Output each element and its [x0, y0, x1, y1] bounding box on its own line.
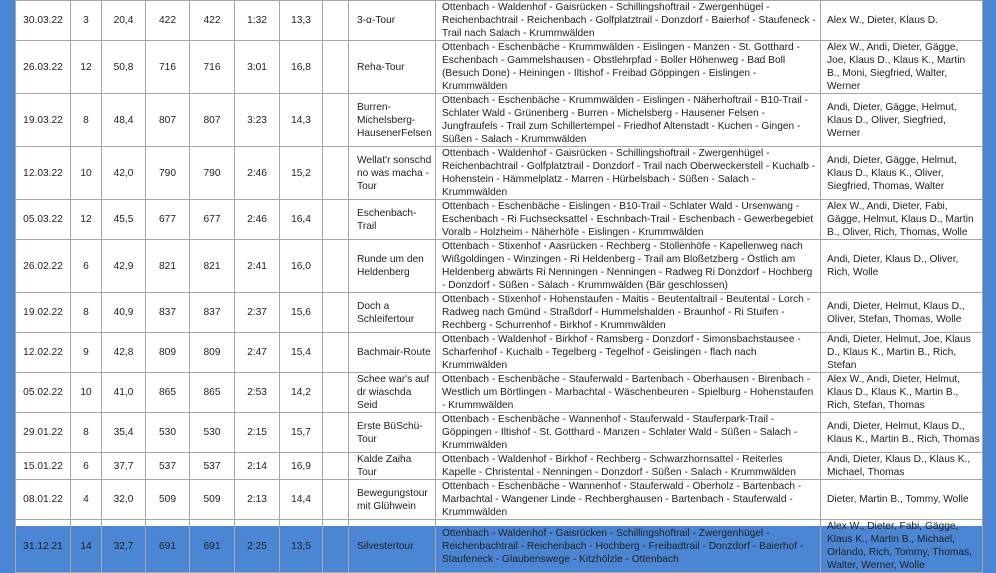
- duration-cell[interactable]: 2:46: [235, 147, 280, 200]
- empty-cell[interactable]: [323, 94, 349, 147]
- duration-cell[interactable]: 2:53: [235, 373, 280, 413]
- riders-cell[interactable]: 3: [71, 1, 102, 41]
- tour-name-cell[interactable]: Kalde Zaiha Tour: [349, 453, 436, 480]
- empty-cell[interactable]: [323, 480, 349, 520]
- date-cell[interactable]: 05.03.22: [16, 200, 71, 240]
- date-cell[interactable]: 26.02.22: [16, 240, 71, 293]
- riders-cell[interactable]: 10: [71, 373, 102, 413]
- tour-name-cell[interactable]: 3-α-Tour: [349, 1, 436, 41]
- duration-cell[interactable]: 2:46: [235, 200, 280, 240]
- speed-cell[interactable]: 14,3: [280, 94, 323, 147]
- route-cell[interactable]: Ottenbach - Waldenhof - Gaisrücken - Schillingshoftrail - Zwergenhügel - Reichenbachtrail - Reichenbach - Golfplatztrail - Donzdorf - Baierhof - Staufeneck - Trail nach Salach - Krummwälden: [436, 1, 821, 41]
- speed-cell[interactable]: 16,8: [280, 41, 323, 94]
- date-cell[interactable]: 30.03.22: [16, 1, 71, 41]
- date-cell[interactable]: 19.03.22: [16, 94, 71, 147]
- duration-cell[interactable]: 3:23: [235, 94, 280, 147]
- empty-cell[interactable]: [323, 240, 349, 293]
- riders-cell[interactable]: 8: [71, 94, 102, 147]
- elevation-down-cell[interactable]: 677: [190, 200, 235, 240]
- duration-cell[interactable]: 2:15: [235, 413, 280, 453]
- elevation-up-cell[interactable]: 809: [146, 333, 190, 373]
- duration-cell[interactable]: 2:37: [235, 293, 280, 333]
- tour-name-cell[interactable]: Bewegungstour mit Glühwein: [349, 480, 436, 520]
- participants-cell[interactable]: Andi, Dieter, Klaus D., Oliver, Rich, Wolle: [821, 240, 983, 293]
- elevation-down-cell[interactable]: 809: [190, 333, 235, 373]
- distance-cell[interactable]: 42,9: [102, 240, 146, 293]
- speed-cell[interactable]: 15,7: [280, 413, 323, 453]
- tour-name-cell[interactable]: Reha-Tour: [349, 41, 436, 94]
- left-frame-border: [0, 0, 15, 526]
- table-row: [16, 41, 983, 94]
- route-cell[interactable]: Ottenbach - Waldenhof - Birkhof - Ramsberg - Donzdorf - Simonsbachstausee - Scharfenhof - Kuchalb - Tegelberg - Tegelhof - Geislingen - flach nach Krummwälden: [436, 333, 821, 373]
- elevation-down-cell[interactable]: 537: [190, 453, 235, 480]
- speed-cell[interactable]: 13,3: [280, 1, 323, 41]
- tour-name-cell[interactable]: Burren-Michelsberg-HausenerFelsen: [349, 94, 436, 147]
- elevation-up-cell[interactable]: 537: [146, 453, 190, 480]
- duration-cell[interactable]: 1:32: [235, 1, 280, 41]
- distance-cell[interactable]: 41,0: [102, 373, 146, 413]
- distance-cell[interactable]: 50,8: [102, 41, 146, 94]
- tour-name-cell[interactable]: Schee war's auf dr wiaschda Seid: [349, 373, 436, 413]
- elevation-down-cell[interactable]: 821: [190, 240, 235, 293]
- elevation-up-cell[interactable]: 807: [146, 94, 190, 147]
- elevation-up-cell[interactable]: 509: [146, 480, 190, 520]
- distance-cell[interactable]: 37,7: [102, 453, 146, 480]
- elevation-down-cell[interactable]: 716: [190, 41, 235, 94]
- table-row: [16, 200, 983, 240]
- right-frame-border: [983, 0, 996, 526]
- elevation-up-cell[interactable]: 865: [146, 373, 190, 413]
- elevation-down-cell[interactable]: 807: [190, 94, 235, 147]
- duration-cell[interactable]: 2:13: [235, 480, 280, 520]
- speed-cell[interactable]: 16,9: [280, 453, 323, 480]
- date-cell[interactable]: 05.02.22: [16, 373, 71, 413]
- empty-cell[interactable]: [323, 1, 349, 41]
- duration-cell[interactable]: 2:14: [235, 453, 280, 480]
- empty-cell[interactable]: [323, 41, 349, 94]
- distance-cell[interactable]: 20,4: [102, 1, 146, 41]
- tour-name-cell[interactable]: Doch a Schleifertour: [349, 293, 436, 333]
- speed-cell[interactable]: 15,4: [280, 333, 323, 373]
- tour-name-cell[interactable]: Bachmair-Route: [349, 333, 436, 373]
- participants-cell[interactable]: Andi, Dieter, Helmut, Klaus D., Klaus K., Martin B., Rich, Thomas: [821, 413, 983, 453]
- speed-cell[interactable]: 16,0: [280, 240, 323, 293]
- route-cell[interactable]: Ottenbach - Stixenhof - Hohenstaufen - Maitis - Beutentaltrail - Beutental - Lorch - Radweg nach Gmünd - Straßdorf - Hummelshalden - Braunhof - Ri Stuifen - Rechberg - Schurrenhof - Birkhof - Krummwälden: [436, 293, 821, 333]
- spreadsheet-sheet: [15, 0, 983, 571]
- route-cell[interactable]: Ottenbach - Eschenbäche - Krummwälden - Eislingen - Näherhoftrail - B10-Trail - Schlater Wald - Grünenberg - Burren - Michelsberg - Hausener Felsen - Jungfraufels - Trail zum Schillertempel - Friedhof Altenstadt - Kuchen - Gingen - Süßen - Salach - Krummwälden: [436, 94, 821, 147]
- speed-cell[interactable]: 13,5: [280, 520, 323, 573]
- date-cell[interactable]: 26.03.22: [16, 41, 71, 94]
- participants-cell[interactable]: Alex W., Andi, Dieter, Helmut, Klaus D., Klaus K., Martin B., Rich, Stefan, Thomas: [821, 373, 983, 413]
- table-body: [16, 1, 983, 573]
- tour-name-cell[interactable]: Eschenbach-Trail: [349, 200, 436, 240]
- elevation-down-cell[interactable]: 422: [190, 1, 235, 41]
- date-cell[interactable]: 08.01.22: [16, 480, 71, 520]
- speed-cell[interactable]: 16,4: [280, 200, 323, 240]
- tour-name-cell[interactable]: Erste BüSchü-Tour: [349, 413, 436, 453]
- date-cell[interactable]: 19.02.22: [16, 293, 71, 333]
- empty-cell[interactable]: [323, 147, 349, 200]
- distance-cell[interactable]: 42,0: [102, 147, 146, 200]
- route-cell[interactable]: Ottenbach - Eschenbäche - Stauferwald - Bartenbach - Oberhausen - Birenbach - Westlich um Börtlingen - Marbachtal - Wäschenbeuren - Spielburg - Hohenstaufen - Krummwälden: [436, 373, 821, 413]
- elevation-down-cell[interactable]: 509: [190, 480, 235, 520]
- route-cell[interactable]: Ottenbach - Waldenhof - Gaisrücken - Schillingshoftrail - Zwergenhügel - Reichenbachtrail - Golfplatztrail - Donzdorf - Trail nach Oberweckerstell - Kuchalb - Hohenstein - Hämmelplatz - Marren - Hürbelsbach - Süßen - Salach - Krummwälden: [436, 147, 821, 200]
- riders-cell[interactable]: 4: [71, 480, 102, 520]
- riders-cell[interactable]: 14: [71, 520, 102, 573]
- riders-cell[interactable]: 12: [71, 200, 102, 240]
- elevation-down-cell[interactable]: 837: [190, 293, 235, 333]
- date-cell[interactable]: 15.01.22: [16, 453, 71, 480]
- distance-cell[interactable]: 35,4: [102, 413, 146, 453]
- route-cell[interactable]: Ottenbach - Eschenbäche - Krummwälden - Eislingen - Manzen - St. Gotthard - Eschenbach - Gammelshausen - Obstlehrpfad - Boller Höhenweg - Bad Boll (Besuch Done) - Heiningen - Iltishof - Freibad Göppingen - Eislingen - Krummwälden: [436, 41, 821, 94]
- speed-cell[interactable]: 15,6: [280, 293, 323, 333]
- table-row: [16, 147, 983, 200]
- elevation-up-cell[interactable]: 821: [146, 240, 190, 293]
- empty-cell[interactable]: [323, 333, 349, 373]
- distance-cell[interactable]: 45,5: [102, 200, 146, 240]
- speed-cell[interactable]: 15,2: [280, 147, 323, 200]
- elevation-up-cell[interactable]: 691: [146, 520, 190, 573]
- participants-cell[interactable]: Alex W., Andi, Dieter, Fabi, Gägge, Helmut, Klaus D., Martin B., Oliver, Rich, Thomas, Wolle: [821, 200, 983, 240]
- distance-cell[interactable]: 32,7: [102, 520, 146, 573]
- date-cell[interactable]: 12.02.22: [16, 333, 71, 373]
- tour-name-cell[interactable]: Silvestertour: [349, 520, 436, 573]
- participants-cell[interactable]: Andi, Dieter, Helmut, Joe, Klaus D., Klaus K., Martin B., Rich, Stefan: [821, 333, 983, 373]
- elevation-up-cell[interactable]: 422: [146, 1, 190, 41]
- table-row: [16, 293, 983, 333]
- riders-cell[interactable]: 6: [71, 453, 102, 480]
- empty-cell[interactable]: [323, 413, 349, 453]
- empty-cell[interactable]: [323, 293, 349, 333]
- riders-cell[interactable]: 12: [71, 41, 102, 94]
- route-cell[interactable]: Ottenbach - Stixenhof - Aasrücken - Rechberg - Stollenhöfe - Kapellenweg nach Wißgoldingen - Winzingen - Ri Heldenberg - Trail am Bloßetzberg - Östlich am Heldenberg abwärts Ri Nenningen - Nenningen - Radweg Ri Donzdorf - Hochberg - Donzdorf - Süßen - Salach - Krummwälden (Bär geschlossen): [436, 240, 821, 293]
- table-row: [16, 373, 983, 413]
- route-cell[interactable]: Ottenbach - Eschenbäche - Wannenhof - Stauferwald - Stauferpark-Trail - Göppingen - Iltishof - St. Gotthard - Manzen - Schlater Wald - Süßen - Salach - Krummwälden: [436, 413, 821, 453]
- empty-cell[interactable]: [323, 453, 349, 480]
- table-row: [16, 94, 983, 147]
- participants-cell[interactable]: Alex W., Andi, Dieter, Gägge, Joe, Klaus D., Klaus K., Martin B., Moni, Siegfried, Walter, Werner: [821, 41, 983, 94]
- empty-cell[interactable]: [323, 200, 349, 240]
- riders-cell[interactable]: 6: [71, 240, 102, 293]
- table-row: [16, 333, 983, 373]
- participants-cell[interactable]: Dieter, Martin B., Tommy, Wolle: [821, 480, 983, 520]
- participants-cell[interactable]: Andi, Dieter, Helmut, Klaus D., Oliver, Stefan, Thomas, Wolle: [821, 293, 983, 333]
- table-row: [16, 520, 983, 573]
- date-cell[interactable]: 12.03.22: [16, 147, 71, 200]
- elevation-up-cell[interactable]: 790: [146, 147, 190, 200]
- elevation-down-cell[interactable]: 530: [190, 413, 235, 453]
- distance-cell[interactable]: 42,8: [102, 333, 146, 373]
- duration-cell[interactable]: 2:41: [235, 240, 280, 293]
- riders-cell[interactable]: 9: [71, 333, 102, 373]
- route-cell[interactable]: Ottenbach - Waldenhof - Gaisrücken - Schillingshoftrail - Zwergenhügel - Reichenbachtrail - Reichenbach - Hochberg - Freibadtrail - Donzdorf - Baierhof - Staufeneck - Glaubenswege - Kitzhölzle - Ottenbach: [436, 520, 821, 573]
- speed-cell[interactable]: 14,4: [280, 480, 323, 520]
- riders-cell[interactable]: 10: [71, 147, 102, 200]
- route-cell[interactable]: Ottenbach - Eschenbäche - Eislingen - B10-Trail - Schlater Wald - Ursenwang - Eschenbach - Ri Fuchsecksattel - Eschnbach-Trail - Eschenbach - Gewerbegebiet Voralb - Holzheim - Näherhöfe - Eislingen - Krummwälden: [436, 200, 821, 240]
- table-row: [16, 240, 983, 293]
- distance-cell[interactable]: 48,4: [102, 94, 146, 147]
- elevation-up-cell[interactable]: 530: [146, 413, 190, 453]
- participants-cell[interactable]: Andi, Dieter, Gägge, Helmut, Klaus D., Oliver, Siegfried, Werner: [821, 94, 983, 147]
- participants-cell[interactable]: Alex W., Dieter, Fabi, Gägge, Klaus K., Martin B., Michael, Orlando, Rich, Tommy, Thomas, Walter, Werner, Wolle: [821, 520, 983, 573]
- elevation-up-cell[interactable]: 677: [146, 200, 190, 240]
- speed-cell[interactable]: 14,2: [280, 373, 323, 413]
- distance-cell[interactable]: 32,0: [102, 480, 146, 520]
- riders-cell[interactable]: 8: [71, 413, 102, 453]
- tour-name-cell[interactable]: Wellat'r sonschd no was macha - Tour: [349, 147, 436, 200]
- participants-cell[interactable]: Alex W., Dieter, Klaus D.: [821, 1, 983, 41]
- date-cell[interactable]: 29.01.22: [16, 413, 71, 453]
- duration-cell[interactable]: 3:01: [235, 41, 280, 94]
- table-row: [16, 480, 983, 520]
- elevation-up-cell[interactable]: 716: [146, 41, 190, 94]
- route-cell[interactable]: Ottenbach - Eschenbäche - Wannenhof - Stauferwald - Oberholz - Bartenbach - Marbachtal - Wangener Linde - Rechberghausen - Bartenbach - Stauferwald - Krummwälden: [436, 480, 821, 520]
- elevation-down-cell[interactable]: 691: [190, 520, 235, 573]
- duration-cell[interactable]: 2:25: [235, 520, 280, 573]
- participants-cell[interactable]: Andi, Dieter, Gägge, Helmut, Klaus D., Klaus K., Oliver, Siegfried, Thomas, Walter: [821, 147, 983, 200]
- table-row: [16, 1, 983, 41]
- empty-cell[interactable]: [323, 520, 349, 573]
- tour-log-table: [15, 0, 983, 573]
- elevation-down-cell[interactable]: 790: [190, 147, 235, 200]
- table-row: [16, 453, 983, 480]
- elevation-down-cell[interactable]: 865: [190, 373, 235, 413]
- table-row: [16, 413, 983, 453]
- distance-cell[interactable]: 40,9: [102, 293, 146, 333]
- tour-name-cell[interactable]: Runde um den Heldenberg: [349, 240, 436, 293]
- duration-cell[interactable]: 2:47: [235, 333, 280, 373]
- empty-cell[interactable]: [323, 373, 349, 413]
- elevation-up-cell[interactable]: 837: [146, 293, 190, 333]
- riders-cell[interactable]: 8: [71, 293, 102, 333]
- route-cell[interactable]: Ottenbach - Waldenhof - Birkhof - Rechberg - Schwarzhornsattel - Reiterles Kapelle - Christental - Nenningen - Donzdorf - Süßen - Salach - Krummwälden: [436, 453, 821, 480]
- participants-cell[interactable]: Andi, Dieter, Klaus D., Klaus K., Michael, Thomas: [821, 453, 983, 480]
- date-cell[interactable]: 31.12.21: [16, 520, 71, 573]
